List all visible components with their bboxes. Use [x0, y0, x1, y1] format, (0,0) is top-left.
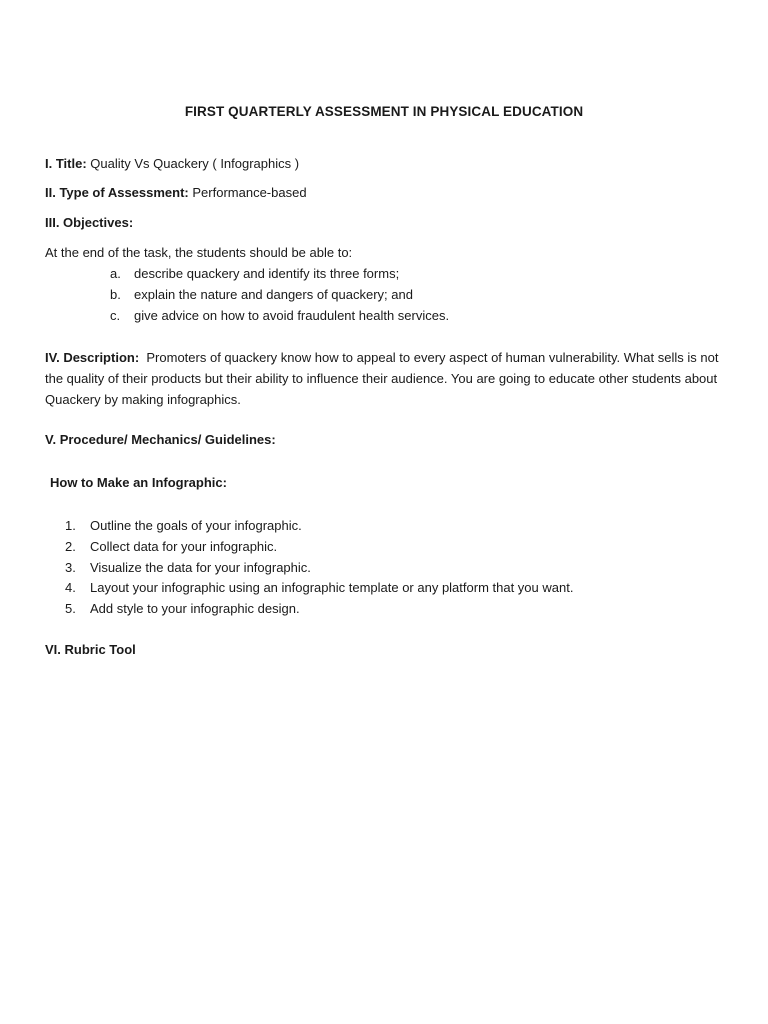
- assessment-type-value: Performance-based: [192, 185, 307, 200]
- title-line: [45, 156, 299, 171]
- objective-item: give advice on how to avoid fraudulent health services.: [134, 308, 450, 323]
- rubric-heading: VI. Rubric Tool: [45, 642, 136, 657]
- step-item: Add style to your infographic design.: [90, 601, 300, 616]
- objective-item: explain the nature and dangers of quackery; and: [134, 287, 413, 302]
- description-paragraph: [45, 347, 725, 410]
- step-number: 4.: [65, 580, 76, 595]
- assessment-type-line: [45, 185, 307, 200]
- procedure-subheading: How to Make an Infographic:: [50, 475, 227, 490]
- step-number: 1.: [65, 518, 76, 533]
- objective-item: describe quackery and identify its three forms;: [134, 266, 400, 281]
- step-number: 2.: [65, 539, 76, 554]
- objectives-heading: III. Objectives:: [45, 215, 134, 230]
- step-item: Layout your infographic using an infographic template or any platform that you want.: [90, 580, 574, 595]
- document-title: FIRST QUARTERLY ASSESSMENT IN PHYSICAL EDUCATION: [184, 104, 584, 119]
- assessment-type-label: II. Type of Assessment:: [45, 185, 189, 200]
- objective-marker: c.: [110, 308, 121, 323]
- step-number: 5.: [65, 601, 76, 616]
- title-value: Quality Vs Quackery ( Infographics ): [90, 156, 300, 171]
- step-number: 3.: [65, 560, 76, 575]
- description-text: Promoters of quackery know how to appeal to every aspect of human vulnerability. What sells is not the quality of their products but their ability to influence their audience. You are going to educate other students about Quackery by making infographics.: [45, 350, 719, 407]
- objective-marker: a.: [110, 266, 121, 281]
- title-label: I. Title:: [45, 156, 87, 171]
- step-item: Visualize the data for your infographic.: [90, 560, 311, 575]
- objective-marker: b.: [110, 287, 121, 302]
- description-label: IV. Description:: [45, 350, 140, 365]
- step-item: Outline the goals of your infographic.: [90, 518, 302, 533]
- step-item: Collect data for your infographic.: [90, 539, 278, 554]
- objectives-intro: At the end of the task, the students should be able to:: [45, 245, 353, 260]
- procedure-heading: V. Procedure/ Mechanics/ Guidelines:: [45, 432, 276, 447]
